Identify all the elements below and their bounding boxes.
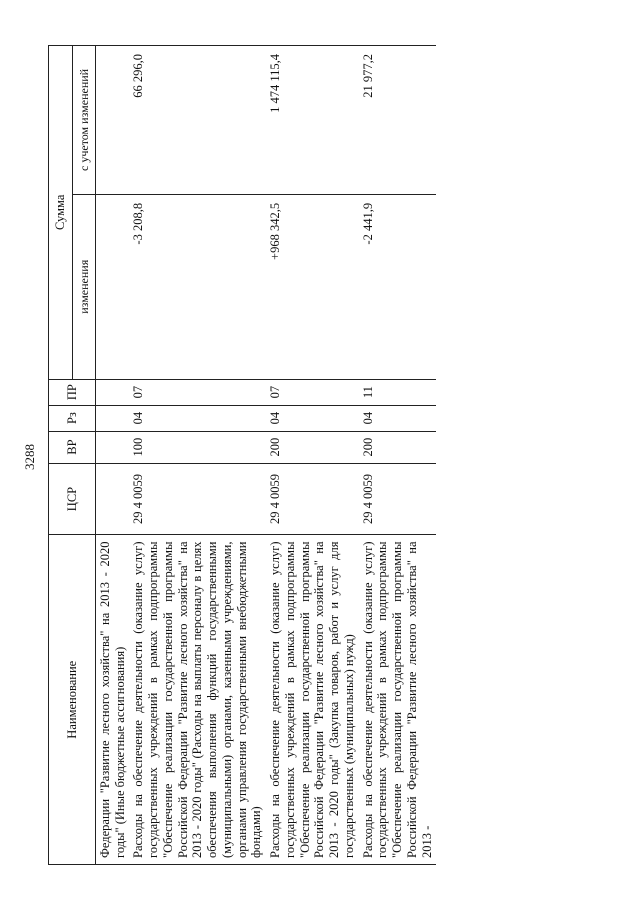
- header-sum: Сумма: [49, 46, 73, 380]
- header-vr: ВР: [49, 431, 96, 463]
- row-csr: 29 4 0059: [359, 463, 437, 535]
- table-row: [266, 46, 359, 865]
- row-rz: 04: [129, 405, 266, 431]
- row-vr: [95, 431, 129, 463]
- row-changes: [95, 194, 129, 379]
- header-name: Наименование: [49, 535, 96, 865]
- row-with-changes: [95, 46, 129, 195]
- header-changes: изменения: [72, 194, 95, 379]
- header-csr: ЦСР: [49, 463, 96, 535]
- header-pr: ПР: [49, 379, 96, 405]
- row-changes: +968 342,5: [266, 194, 359, 379]
- header-rz: Рз: [49, 405, 96, 431]
- table-row: [359, 46, 437, 865]
- row-rz: 04: [266, 405, 359, 431]
- row-name: Расходы на обеспечение деятельности (оказание услуг) государственных учреждений в рамках подпрограммы "Обеспечение реализации государственной программы Российской Федерации "Развитие лесного хозяйства" на 2013 - 2020 годы" (Закупка товаров, работ и услуг для государственных (муниципальных) нужд): [266, 535, 359, 865]
- row-vr: 200: [359, 431, 437, 463]
- row-changes: -3 208,8: [129, 194, 266, 379]
- row-with-changes: 66 296,0: [129, 46, 266, 195]
- row-rz: 04: [359, 405, 437, 431]
- row-name: Федерации "Развитие лесного хозяйства" на 2013 - 2020 годы" (Иные бюджетные ассигнования): [95, 535, 129, 865]
- header-with-changes: с учетом изменений: [72, 46, 95, 195]
- row-csr: 29 4 0059: [266, 463, 359, 535]
- row-vr: 200: [266, 431, 359, 463]
- row-vr: 100: [129, 431, 266, 463]
- budget-table: [48, 45, 436, 865]
- row-changes: -2 441,9: [359, 194, 437, 379]
- row-name: Расходы на обеспечение деятельности (оказание услуг) государственных учреждений в рамках подпрограммы "Обеспечение реализации государственной программы Российской Федерации "Развитие лесного хозяйства" на 2013 -: [359, 535, 437, 865]
- row-rz: [95, 405, 129, 431]
- row-with-changes: 21 977,2: [359, 46, 437, 195]
- page-number: 3288: [22, 444, 37, 470]
- row-csr: 29 4 0059: [129, 463, 266, 535]
- row-name: Расходы на обеспечение деятельности (оказание услуг) государственных учреждений в рамках подпрограммы "Обеспечение реализации государственной программы Российской Федерации "Развитие лесного хозяйства" на 2013 - 2020 годы" (Расходы на выплаты персоналу в целях обеспечения выполнения функций государственными (муниципальными) органами, казенными учреждениями, органами управления государственными внебюджетными фондами): [129, 535, 266, 865]
- row-csr: [95, 463, 129, 535]
- row-pr: [95, 379, 129, 405]
- table-row: [95, 46, 129, 865]
- table-row: [129, 46, 266, 865]
- row-pr: 07: [129, 379, 266, 405]
- row-pr: 11: [359, 379, 437, 405]
- row-with-changes: 1 474 115,4: [266, 46, 359, 195]
- row-pr: 07: [266, 379, 359, 405]
